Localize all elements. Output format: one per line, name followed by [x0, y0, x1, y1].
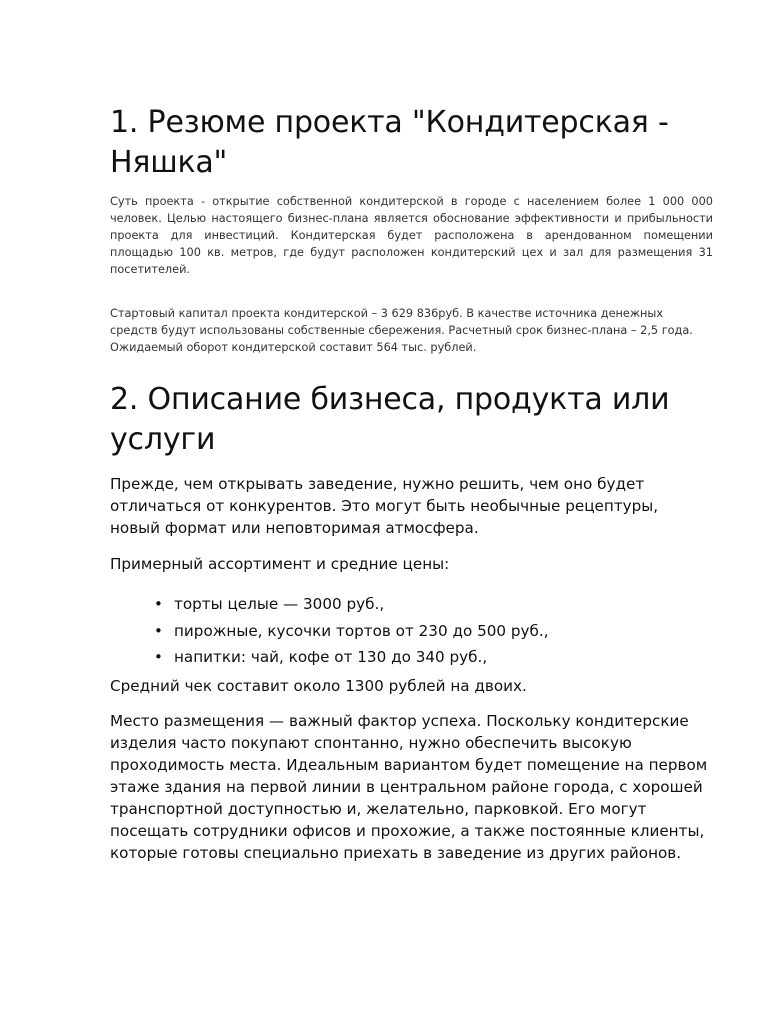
assortment-label: Примерный ассортимент и средние цены: — [110, 555, 450, 573]
section-2-heading-line-2: услуги — [110, 422, 216, 457]
list-item — [110, 618, 710, 645]
average-check-paragraph: Средний чек составит около 1300 рублей на двоих. — [110, 677, 527, 695]
project-summary-paragraph: Суть проекта - открытие собственной кондитерской в городе с населением более 1 000 000 человек. Целью настоящего бизнес-плана является обоснование эффективности и прибыльности проекта для инвестиций. Кондитерская будет расположена в арендованном помещении площадью 100 кв. метров, где будут расположен кондитерский цех и зал для размещения 31 посетителей. — [110, 195, 713, 276]
list-item-text: торты целые — 3000 руб., — [174, 595, 385, 613]
section-1-heading-line-1: 1. Резюме проекта "Кондитерская - — [110, 105, 669, 140]
bullet-icon: • — [154, 648, 163, 666]
list-item — [110, 591, 710, 618]
list-item-text: напитки: чай, кофе от 130 до 340 руб., — [174, 648, 488, 666]
location-paragraph: Место размещения — важный фактор успеха. Поскольку кондитерские изделия часто покупают спонтанно, нужно обеспечить высокую проходимость места. Идеальным вариантом будет помещение на первом этаже здания на первой линии в центральном районе города, с хорошей транспортной доступностью и, желательно, парковкой. Его могут посещать сотрудники офисов и прохожие, а также постоянные клиенты, которые готовы специально приехать в заведение из других районов. — [110, 712, 708, 862]
assortment-list — [110, 591, 710, 671]
bullet-icon: • — [154, 595, 163, 613]
bullet-icon: • — [154, 621, 163, 640]
list-item — [110, 644, 710, 671]
list-item-text: пирожные, кусочки тортов от 230 до 500 руб., — [174, 621, 549, 640]
section-1-heading — [110, 103, 710, 183]
section-2-heading-line-1: 2. Описание бизнеса, продукта или — [110, 382, 670, 417]
section-2-heading — [110, 380, 710, 460]
section-1-heading-line-2: Няшка" — [110, 145, 228, 180]
business-intro-paragraph: Прежде, чем открывать заведение, нужно решить, чем оно будет отличаться от конкурентов. Это могут быть необычные рецептуры, новый формат или неповторимая атмосфера. — [110, 475, 659, 537]
starting-capital-paragraph: Стартовый капитал проекта кондитерской – 3 629 836руб. В качестве источника денежных средств будут использованы собственные сбережения. Расчетный срок бизнес-плана – 2,5 года. Ожидаемый оборот кондитерской составит 564 тыс. рублей. — [110, 307, 693, 354]
